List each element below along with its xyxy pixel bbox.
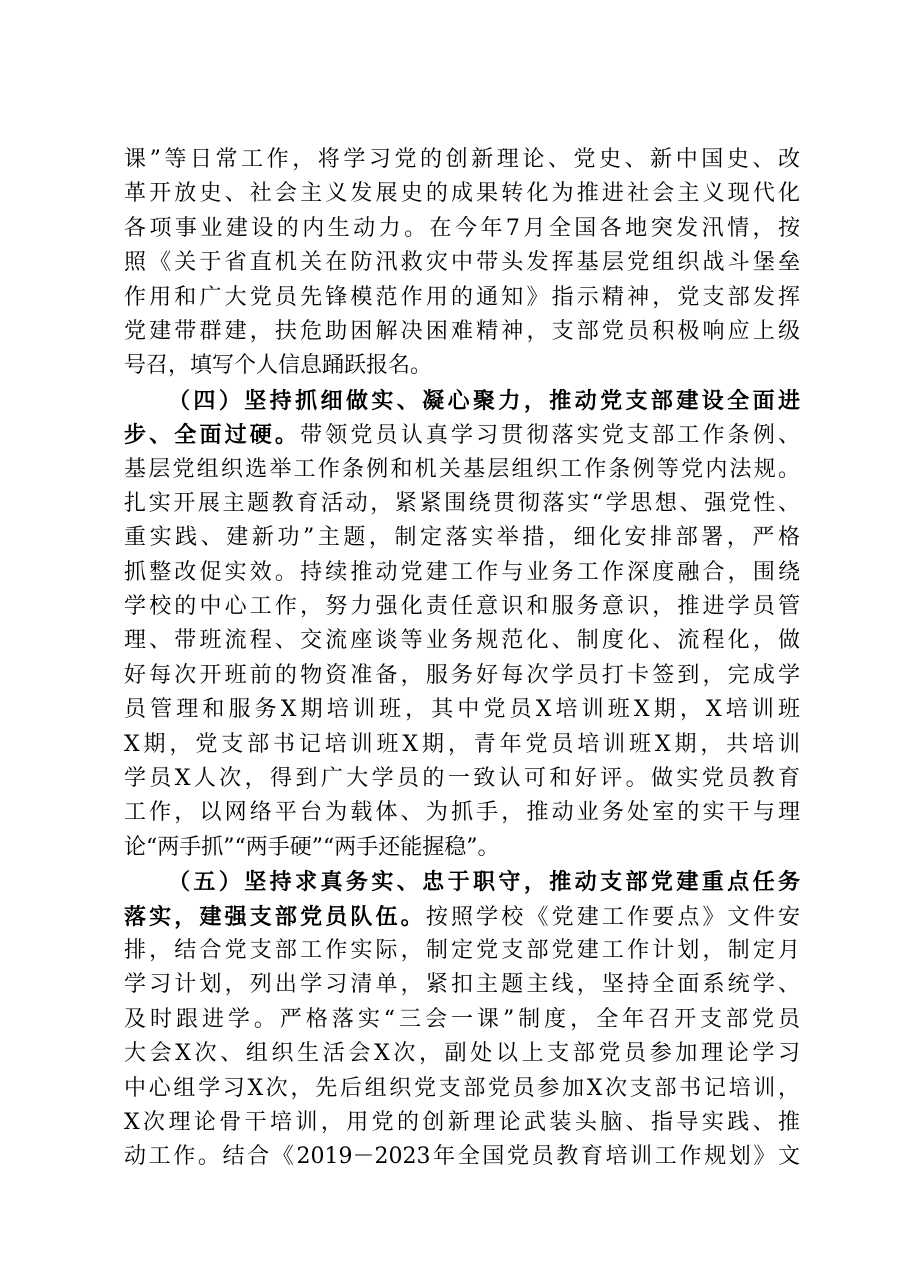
text-line: 学员X人次，得到广大学员的一致认可和好评。做实党员教育	[124, 766, 800, 792]
text-line: 基层党组织选举工作条例和机关基层组织工作条例等党内法规。	[124, 456, 800, 482]
text-line: X次理论骨干培训，用党的创新理论武装头脑、指导实践、推	[124, 1109, 800, 1135]
text-line: 学习计划，列出学习清单，紧扣主题主线，坚持全面系统学、	[124, 972, 800, 998]
text-line: 及时跟进学。严格落实“三会一课”制度，全年召开支部党员	[124, 1006, 800, 1032]
paragraph-section-five	[124, 865, 800, 1175]
text-line: 号召，填写个人信息踊跃报名。	[124, 353, 433, 379]
text-line: X期，党支部书记培训班X期，青年党员培训班X期，共培训	[124, 731, 800, 757]
text-line: 重实践、建新功”主题，制定落实举措，细化安排部署，严格	[124, 525, 800, 551]
section-heading-line: （四）坚持抓细做实、凝心聚力，推动党支部建设全面进	[168, 387, 800, 414]
text-line: 抓整改促实效。持续推动党建工作与业务工作深度融合，围绕	[124, 559, 800, 585]
text-line: 工作，以网络平台为载体、为抓手，推动业务处室的实干与理	[124, 800, 800, 826]
document-page	[124, 143, 800, 1175]
text-line: 学校的中心工作，努力强化责任意识和服务意识，推进学员管	[124, 594, 800, 620]
text-line: 革开放史、社会主义发展史的成果转化为推进社会主义现代化	[124, 181, 800, 207]
text-line	[124, 418, 800, 452]
paragraph-section-four	[124, 384, 800, 865]
text-line: 员管理和服务X期培训班，其中党员X培训班X期，X培训班	[124, 697, 800, 723]
text-line: 理、带班流程、交流座谈等业务规范化、制度化、流程化，做	[124, 628, 800, 654]
text-line: 动工作。结合《2019－2023年全国党员教育培训工作规划》文	[124, 1144, 800, 1170]
section-body-start: 带领党员认真学习贯彻落实党支部工作条例、	[300, 423, 800, 449]
text-line: 课”等日常工作，将学习党的创新理论、党史、新中国史、改	[124, 147, 800, 172]
paragraph-continuation	[124, 143, 800, 384]
section-body-start: 按照学校《党建工作要点》文件安	[425, 904, 800, 930]
text-line: 论“两手抓”“两手硬”“两手还能握稳”。	[124, 834, 500, 860]
text-line	[124, 900, 800, 934]
text-line: 作用和广大党员先锋模范作用的通知》指示精神，党支部发挥	[124, 284, 800, 310]
section-heading-line: （五）坚持求真务实、忠于职守，推动支部党建重点任务	[168, 869, 800, 896]
text-line: 照《关于省直机关在防汛救灾中带头发挥基层党组织战斗堡垒	[124, 250, 800, 276]
text-line: 党建带群建，扶危助困解决困难精神，支部党员积极响应上级	[124, 318, 800, 344]
text-line: 扎实开展主题教育活动，紧紧围绕贯彻落实“学思想、强党性、	[124, 490, 800, 516]
text-line: 大会X次、组织生活会X次，副处以上支部党员参加理论学习	[124, 1041, 800, 1067]
text-line: 各项事业建设的内生动力。在今年7月全国各地突发汛情，按	[124, 215, 800, 241]
text-line: 排，结合党支部工作实际，制定党支部党建工作计划，制定月	[124, 937, 800, 963]
section-heading-tail: 步、全面过硬。	[124, 422, 301, 449]
text-line: 好每次开班前的物资准备，服务好每次学员打卡签到，完成学	[124, 662, 800, 688]
section-heading-tail: 落实，建强支部党员队伍。	[124, 903, 426, 930]
text-line: 中心组学习X次，先后组织党支部党员参加X次支部书记培训，	[124, 1075, 800, 1101]
